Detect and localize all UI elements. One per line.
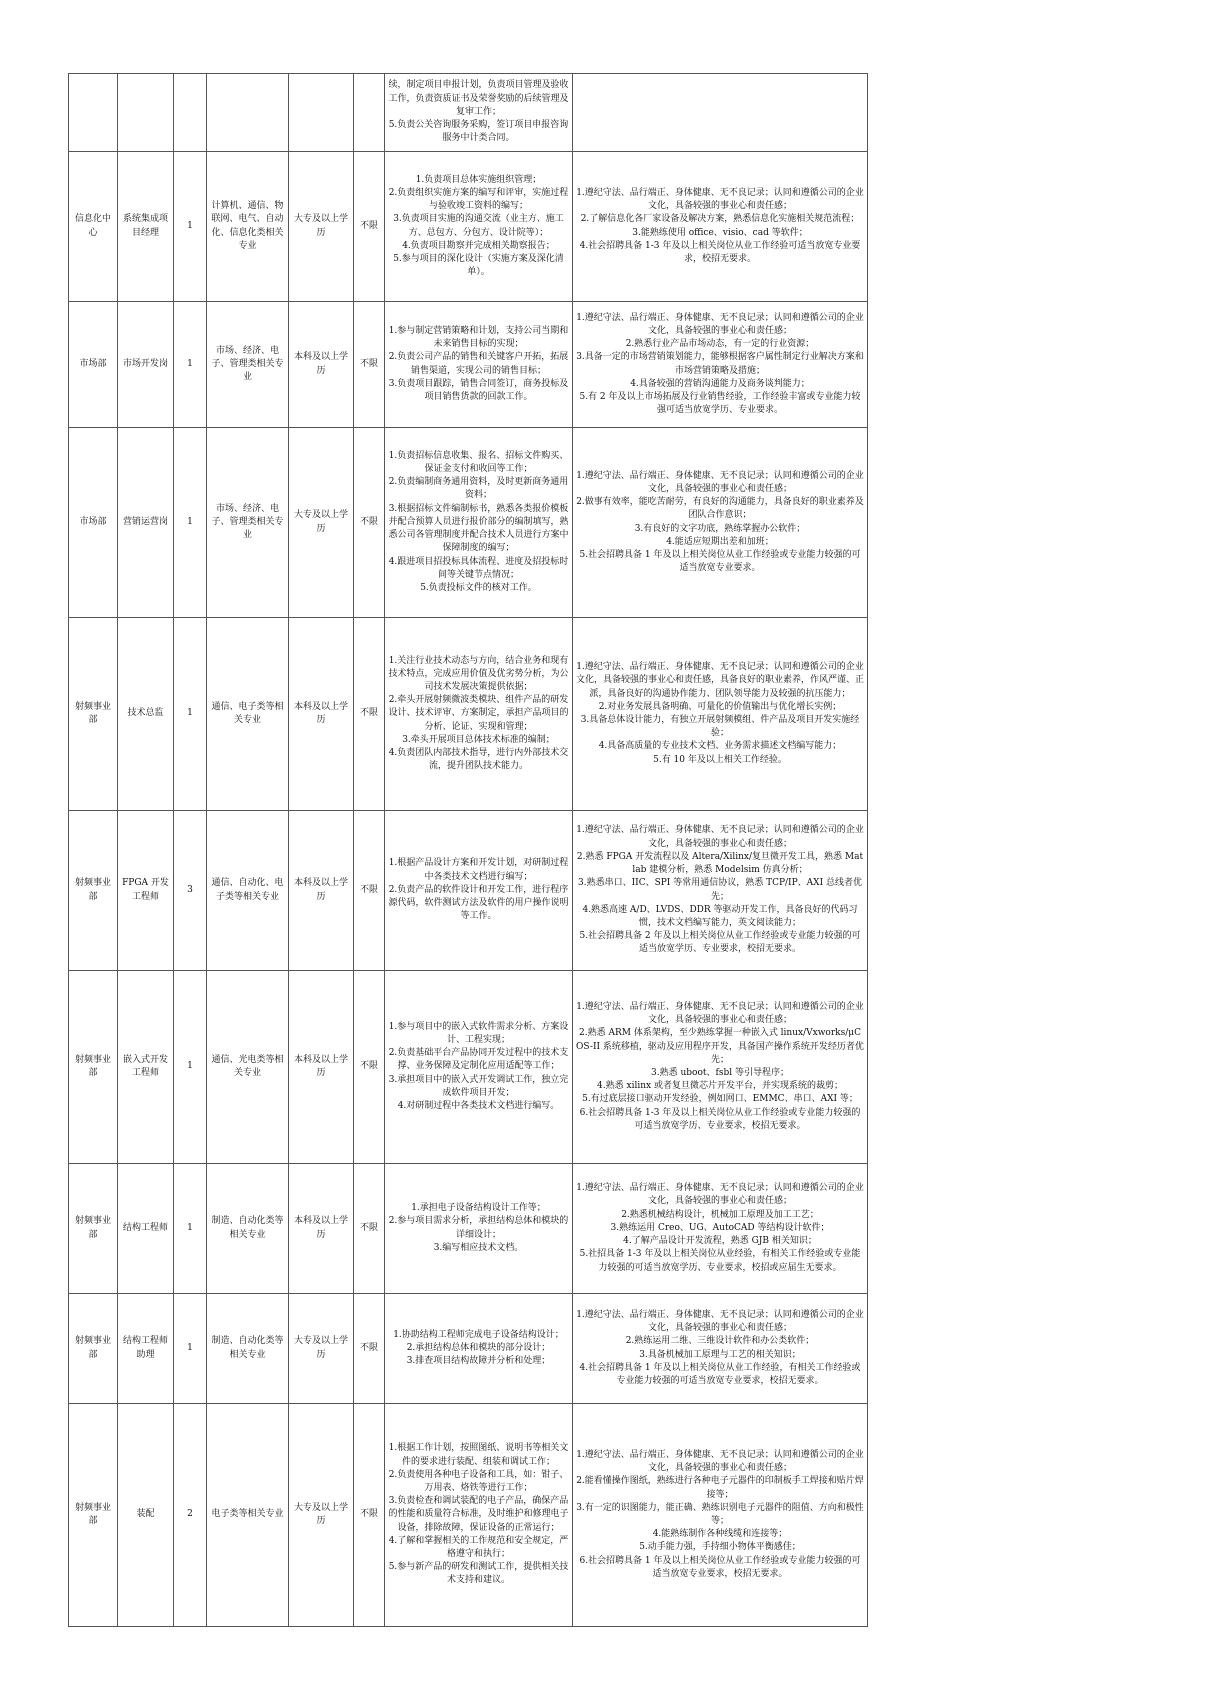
requirement-line: 2.熟悉 FPGA 开发流程以及 Altera/Xilinx/复旦微开发工具，熟悉 Matlab 建模分析，熟悉 Modelsim 仿真分析； bbox=[576, 851, 864, 876]
duty-line: 2.参与项目需求分析，承担结构总体和模块的详细设计； bbox=[388, 1216, 569, 1240]
duties-cell bbox=[385, 1404, 573, 1627]
duty-line: 1.协助结构工程师完成电子设备结构设计； bbox=[393, 1329, 564, 1340]
duty-line: 5.负责公关咨询服务采购，签订项目申报咨询服务中计类合同。 bbox=[388, 120, 569, 144]
count-cell: 1 bbox=[174, 428, 207, 618]
duty-line: 2.负责基础平台产品协同开发过程中的技术支撑、业务保障及定制化应用适配等工作； bbox=[388, 1048, 569, 1072]
position-cell: 装配 bbox=[118, 1404, 174, 1627]
duties-cell bbox=[385, 811, 573, 971]
requirements-cell bbox=[573, 1294, 868, 1404]
requirement-line: 3.熟练运用 Creo、UG、AutoCAD 等结构设计软件； bbox=[610, 1222, 830, 1233]
requirement-line: 5.动手能力强，手持细小物体平衡感佳； bbox=[639, 1542, 801, 1553]
requirement-line: 2.对业务发展具备明确、可量化的价值输出与优化增长实例； bbox=[598, 701, 842, 712]
position-cell: 嵌入式开发工程师 bbox=[118, 971, 174, 1164]
duty-line: 2.牵头开展射频微波类模块、组件产品的研发设计、技术评审、方案制定，承担产品项目的分析、论证、实现和管理； bbox=[388, 695, 569, 732]
requirement-line: 4.熟悉高速 A/D、LVDS、DDR 等驱动开发工作，具备良好的代码习惯，技术文档编写能力，英文阅读能力； bbox=[582, 904, 858, 928]
requirement-line: 2.能看懂操作图纸，熟练进行各种电子元器件的印制板手工焊接和贴片焊接等； bbox=[576, 1476, 864, 1500]
requirements-cell bbox=[573, 302, 868, 428]
duty-line: 1.参与项目中的嵌入式软件需求分析、方案设计、工程实现； bbox=[388, 1021, 569, 1045]
requirement-line: 4.了解产品设计开发流程，熟悉 GJB 相关知识； bbox=[623, 1236, 817, 1247]
count-cell: 1 bbox=[174, 1164, 207, 1294]
dept-cell: 射频事业部 bbox=[69, 618, 118, 811]
duty-line: 5.负责投标文件的核对工作。 bbox=[420, 582, 537, 593]
duty-line: 5.参与新产品的研发和测试工作，提供相关技术支持和建议。 bbox=[388, 1562, 569, 1586]
education-cell: 本科及以上学历 bbox=[289, 971, 354, 1164]
education-cell bbox=[289, 74, 354, 152]
table-row bbox=[69, 74, 868, 152]
table-row bbox=[69, 618, 868, 811]
requirement-line: 4.具备高质量的专业技术文档、业务需求描述文档编写能力； bbox=[598, 741, 842, 752]
requirement-line: 5.社会招聘具备 1 年及以上相关岗位从业工作经验或专业能力较强的可适当放宽专业要求。 bbox=[579, 549, 861, 574]
duty-line: 3.负责项目跟踪，销售合同签订，商务投标及项目销售货款的回款工作。 bbox=[388, 378, 569, 402]
major-cell: 通信、光电类等相关专业 bbox=[207, 971, 289, 1164]
requirements-cell bbox=[573, 618, 868, 811]
duty-line: 2.负责使用各种电子设备和工具，如：钳子、万用表、烙铁等进行工作； bbox=[388, 1469, 569, 1493]
dept-cell: 射频事业部 bbox=[69, 811, 118, 971]
count-cell: 3 bbox=[174, 811, 207, 971]
table-row bbox=[69, 1294, 868, 1404]
duty-line: 3.负责项目实施的沟通交流（业主方、施工方、总包方、分包方、设计院等）； bbox=[393, 214, 564, 238]
duty-line: 4.负责项目勘察并完成相关勘察报告； bbox=[402, 240, 555, 251]
education-cell: 本科及以上学历 bbox=[289, 811, 354, 971]
age-cell: 不限 bbox=[354, 618, 385, 811]
duty-line: 1.关注行业技术动态与方向，结合业务和现有技术特点，完成应用价值及优劣势分析，为公司技术发展决策提供依据； bbox=[388, 655, 569, 692]
age-cell: 不限 bbox=[354, 811, 385, 971]
major-cell: 市场、经济、电子、管理类相关专业 bbox=[207, 302, 289, 428]
requirement-line: 1.遵纪守法、品行端正、身体健康、无不良记录；认同和遵循公司的企业文化，具备较强的事业心和责任感； bbox=[576, 470, 864, 494]
duty-line: 2.承担结构总体和模块的部分设计； bbox=[406, 1342, 551, 1353]
table-row bbox=[69, 1404, 868, 1627]
duties-cell bbox=[385, 1294, 573, 1404]
table-row bbox=[69, 811, 868, 971]
dept-cell: 射频事业部 bbox=[69, 1404, 118, 1627]
duties-cell bbox=[385, 1164, 573, 1294]
requirement-line: 3.熟悉串口、IIC、SPI 等常用通信协议，熟悉 TCP/IP、AXI 总线者优先； bbox=[578, 878, 862, 902]
requirement-line: 6.社会招聘具备 1-3 年及以上相关岗位从业工作经验或专业能力较强的可适当放宽学历、专业要求，校招无要求。 bbox=[579, 1107, 861, 1131]
duty-line: 1.负责项目总体实施组织管理； bbox=[415, 174, 542, 185]
dept-cell: 射频事业部 bbox=[69, 1294, 118, 1404]
duty-line: 续，制定项目申报计划，负责项目管理及验收工作，负责资质证书及荣誉奖励的后续管理及复审工作； bbox=[388, 80, 569, 117]
duty-line: 2.负责组织实施方案的编写和评审，实施过程与验收竣工资料的编写； bbox=[388, 187, 569, 212]
table-body bbox=[69, 74, 868, 1627]
age-cell: 不限 bbox=[354, 428, 385, 618]
count-cell: 1 bbox=[174, 618, 207, 811]
requirement-line: 4.社会招聘具备 1 年及以上相关岗位从业工作经验，有相关工作经验或专业能力较强的可适当放宽专业要求，校招无要求。 bbox=[579, 1362, 861, 1386]
requirement-line: 3.能熟练使用 office、visio、cad 等软件； bbox=[632, 227, 808, 238]
duty-line: 5.参与项目的深化设计（实施方案及深化清单）。 bbox=[393, 253, 564, 278]
age-cell: 不限 bbox=[354, 152, 385, 302]
requirement-line: 3.具备总体设计能力，有独立开展射频模组、件产品及项目开发实施经验； bbox=[580, 715, 860, 739]
major-cell: 市场、经济、电子、管理类相关专业 bbox=[207, 428, 289, 618]
duty-line: 1.根据工作计划，按照图纸、说明书等相关文件的要求进行装配、组装和调试工作； bbox=[388, 1443, 569, 1467]
duty-line: 2.负责公司产品的销售和关键客户开拓，拓展销售渠道，实现公司的销售目标； bbox=[388, 352, 569, 376]
requirements-cell bbox=[573, 1164, 868, 1294]
requirements-cell bbox=[573, 152, 868, 302]
requirement-line: 1.遵纪守法、品行端正、身体健康、无不良记录；认同和遵循公司的企业文化，具备较强的事业心和责任感； bbox=[576, 1183, 864, 1207]
requirement-line: 5.社招具备 1-3 年及以上相关岗位从业经验，有相关工作经验或专业能力较强的可适当放宽学历、专业要求，校招或应届生无要求。 bbox=[579, 1249, 861, 1273]
age-cell: 不限 bbox=[354, 1404, 385, 1627]
education-cell: 大专及以上学历 bbox=[289, 1404, 354, 1627]
age-cell: 不限 bbox=[354, 1294, 385, 1404]
position-cell: FPGA 开发工程师 bbox=[118, 811, 174, 971]
requirement-line: 2.熟练运用二维、三维设计软件和办公类软件； bbox=[625, 1336, 815, 1347]
duty-line: 3.承担项目中的嵌入式开发调试工作，独立完成软件项目开发； bbox=[388, 1074, 569, 1098]
requirement-line: 3.有一定的识图能力，能正确、熟练识别电子元器件的阻值、方向和极性等； bbox=[576, 1502, 864, 1526]
duty-line: 1.负责招标信息收集、报名、招标文件购买、保证金支付和收回等工作； bbox=[388, 450, 569, 475]
dept-cell: 市场部 bbox=[69, 428, 118, 618]
requirement-line: 1.遵纪守法、品行端正、身体健康、无不良记录；认同和遵循公司的企业文化，具备较强的事业心和责任感； bbox=[576, 187, 864, 212]
requirement-line: 4.社会招聘具备 1-3 年及以上相关岗位从业工作经验可适当放宽专业要求，校招无要求。 bbox=[579, 240, 861, 264]
position-cell: 系统集成项目经理 bbox=[118, 152, 174, 302]
count-cell bbox=[174, 74, 207, 152]
duty-line: 4.负责团队内部技术指导，进行内外部技术交流，提升团队技术能力。 bbox=[388, 748, 569, 772]
duty-line: 3.根据招标文件编制标书，熟悉各类报价模板并配合预算人员进行报价部分的编制填写，熟悉公司各管理制度并配合技术人员进行方案中保障制度的编写； bbox=[388, 503, 569, 554]
education-cell: 本科及以上学历 bbox=[289, 302, 354, 428]
duties-cell bbox=[385, 74, 573, 152]
position-cell: 结构工程师 bbox=[118, 1164, 174, 1294]
education-cell: 大专及以上学历 bbox=[289, 1294, 354, 1404]
position-cell: 营销运营岗 bbox=[118, 428, 174, 618]
dept-cell bbox=[69, 74, 118, 152]
education-cell: 大专及以上学历 bbox=[289, 428, 354, 618]
duties-cell bbox=[385, 152, 573, 302]
requirement-line: 2.了解信息化各厂家设备及解决方案，熟悉信息化实施相关规范流程； bbox=[580, 214, 860, 225]
requirement-line: 4.熟悉 xilinx 或者复旦微芯片开发平台，并实现系统的裁剪； bbox=[597, 1081, 843, 1092]
duty-line: 3.编写相应技术文档。 bbox=[433, 1242, 524, 1253]
requirement-line: 5.社会招聘具备 2 年及以上相关岗位从业工作经验或专业能力较强的可适当放宽学历、专业要求，校招无要求。 bbox=[579, 931, 861, 955]
duty-line: 3.牵头开展项目总体技术标准的编制； bbox=[402, 734, 555, 745]
requirement-line: 2.熟悉 ARM 体系架构，至少熟练掌握一种嵌入式 linux/Vxworks/μCOS-II 系统移植，驱动及应用程序开发，具备国产操作系统开发经历者优先； bbox=[576, 1028, 864, 1065]
position-cell: 结构工程师助理 bbox=[118, 1294, 174, 1404]
requirement-line: 3.熟悉 uboot、fsbl 等引导程序； bbox=[651, 1068, 789, 1078]
requirements-cell bbox=[573, 811, 868, 971]
requirement-line: 4.能适应短期出差和加班； bbox=[666, 536, 774, 547]
requirements-cell bbox=[573, 971, 868, 1164]
requirement-line: 3.具备一定的市场营销策划能力，能够根据客户属性制定行业解决方案和市场营销策略及措施； bbox=[576, 352, 864, 376]
requirement-line: 5.有 2 年及以上市场拓展及行业销售经验，工作经验丰富或专业能力较强可适当放宽学历、专业要求。 bbox=[579, 391, 861, 416]
age-cell bbox=[354, 74, 385, 152]
table-row bbox=[69, 1164, 868, 1294]
duty-line: 4.了解和掌握相关的工作规范和安全规定，严格遵守和执行； bbox=[388, 1535, 569, 1559]
position-cell: 市场开发岗 bbox=[118, 302, 174, 428]
count-cell: 1 bbox=[174, 302, 207, 428]
major-cell: 通信、自动化、电子类等相关专业 bbox=[207, 811, 289, 971]
requirements-cell bbox=[573, 1404, 868, 1627]
count-cell: 2 bbox=[174, 1404, 207, 1627]
count-cell: 1 bbox=[174, 1294, 207, 1404]
requirements-cell bbox=[573, 428, 868, 618]
major-cell: 通信、电子类等相关专业 bbox=[207, 618, 289, 811]
requirement-line: 1.遵纪守法、品行端正、身体健康、无不良记录；认同和遵循公司的企业文化，具备较强的事业心和责任感； bbox=[576, 1449, 864, 1474]
duties-cell bbox=[385, 428, 573, 618]
requirement-line: 2.熟悉机械结构设计，机械加工原理及加工工艺； bbox=[621, 1209, 819, 1220]
dept-cell: 市场部 bbox=[69, 302, 118, 428]
age-cell: 不限 bbox=[354, 971, 385, 1164]
requirement-line: 2.做事有效率，能吃苦耐劳，有良好的沟通能力，具备良好的职业素养及团队合作意识； bbox=[576, 497, 864, 521]
count-cell: 1 bbox=[174, 152, 207, 302]
duty-line: 4.对研制过程中各类技术文档进行编写。 bbox=[397, 1101, 560, 1111]
major-cell: 制造、自动化类等相关专业 bbox=[207, 1294, 289, 1404]
age-cell: 不限 bbox=[354, 302, 385, 428]
duty-line: 4.跟进项目招投标具体流程、进度及招投标时间等关键节点情况； bbox=[388, 556, 569, 580]
table-row bbox=[69, 152, 868, 302]
age-cell: 不限 bbox=[354, 1164, 385, 1294]
position-cell: 技术总监 bbox=[118, 618, 174, 811]
requirement-line: 1.遵纪守法、品行端正、身体健康、无不良记录；认同和遵循公司的企业文化，具备较强的事业心和责任感； bbox=[576, 1001, 864, 1026]
dept-cell: 射频事业部 bbox=[69, 971, 118, 1164]
requirement-line: 1.遵纪守法、品行端正、身体健康、无不良记录；认同和遵循公司的企业文化，具备较强的事业心和责任感； bbox=[576, 312, 864, 336]
education-cell: 本科及以上学历 bbox=[289, 618, 354, 811]
duty-line: 3.排查项目结构故障并分析和处理； bbox=[406, 1356, 551, 1367]
table-row bbox=[69, 428, 868, 618]
duties-cell bbox=[385, 618, 573, 811]
duties-cell bbox=[385, 971, 573, 1164]
requirement-line: 4.能熟练制作各种线缆和连接等； bbox=[652, 1529, 788, 1540]
position-cell bbox=[118, 74, 174, 152]
education-cell: 大专及以上学历 bbox=[289, 152, 354, 302]
requirement-line: 3.有良好的文字功底，熟练掌握办公软件； bbox=[634, 523, 806, 534]
requirement-line: 1.遵纪守法、品行端正、身体健康、无不良记录；认同和遵循公司的企业文化，具备较强的事业心和责任感，具备良好的职业素养，作风严谨、正派，具备良好的沟通协作能力、团队领导能力及较强的抗压能力； bbox=[576, 662, 865, 699]
duty-line: 1.根据产品设计方案和开发计划，对研制过程中各类技术文档进行编写； bbox=[388, 858, 569, 882]
requirement-line: 1.遵纪守法、品行端正、身体健康、无不良记录；认同和遵循公司的企业文化，具备较强的事业心和责任感； bbox=[576, 1309, 864, 1334]
count-cell: 1 bbox=[174, 971, 207, 1164]
major-cell bbox=[207, 74, 289, 152]
duty-line: 1.承担电子设备结构设计工作等； bbox=[411, 1203, 546, 1214]
major-cell: 计算机、通信、物联网、电气、自动化、信息化类相关专业 bbox=[207, 152, 289, 302]
requirements-cell bbox=[573, 74, 868, 152]
education-cell: 本科及以上学历 bbox=[289, 1164, 354, 1294]
major-cell: 电子类等相关专业 bbox=[207, 1404, 289, 1627]
duty-line: 2.负责产品的软件设计和开发工作，进行程序源代码，软件测试方法及软件的用户操作说明等工作。 bbox=[388, 884, 569, 922]
requirement-line: 1.遵纪守法、品行端正、身体健康、无不良记录；认同和遵循公司的企业文化，具备较强的事业心和责任感； bbox=[576, 825, 864, 849]
dept-cell: 射频事业部 bbox=[69, 1164, 118, 1294]
table-row bbox=[69, 971, 868, 1164]
table-row bbox=[69, 302, 868, 428]
duty-line: 2.负责编制商务通用资料，及时更新商务通用资料； bbox=[388, 477, 569, 501]
requirement-line: 5.有过底层接口驱动开发经验，例如网口、EMMC、串口、AXI 等； bbox=[582, 1094, 858, 1105]
duty-line: 3.负责检查和调试装配的电子产品，确保产品的性能和质量符合标准，及时维护和修理电子设备，排除故障，保证设备的正常运行； bbox=[388, 1496, 569, 1533]
requirement-line: 2.熟悉行业产品市场动态，有一定的行业资源； bbox=[625, 339, 815, 350]
dept-cell: 信息化中心 bbox=[69, 152, 118, 302]
requirement-line: 6.社会招聘具备 1 年及以上相关岗位从业工作经验或专业能力较强的可适当放宽专业要求，校招无要求。 bbox=[579, 1555, 861, 1579]
requirement-line: 4.具备较强的营销沟通能力及商务谈判能力； bbox=[630, 378, 810, 389]
major-cell: 制造、自动化类等相关专业 bbox=[207, 1164, 289, 1294]
requirement-line: 5.有 10 年及以上相关工作经验。 bbox=[653, 754, 787, 765]
recruitment-table bbox=[68, 73, 868, 1627]
requirement-line: 3.具备机械加工原理与工艺的相关知识； bbox=[639, 1349, 801, 1360]
duties-cell bbox=[385, 302, 573, 428]
duty-line: 1.参与制定营销策略和计划，支持公司当期和未来销售目标的实现； bbox=[388, 325, 569, 350]
